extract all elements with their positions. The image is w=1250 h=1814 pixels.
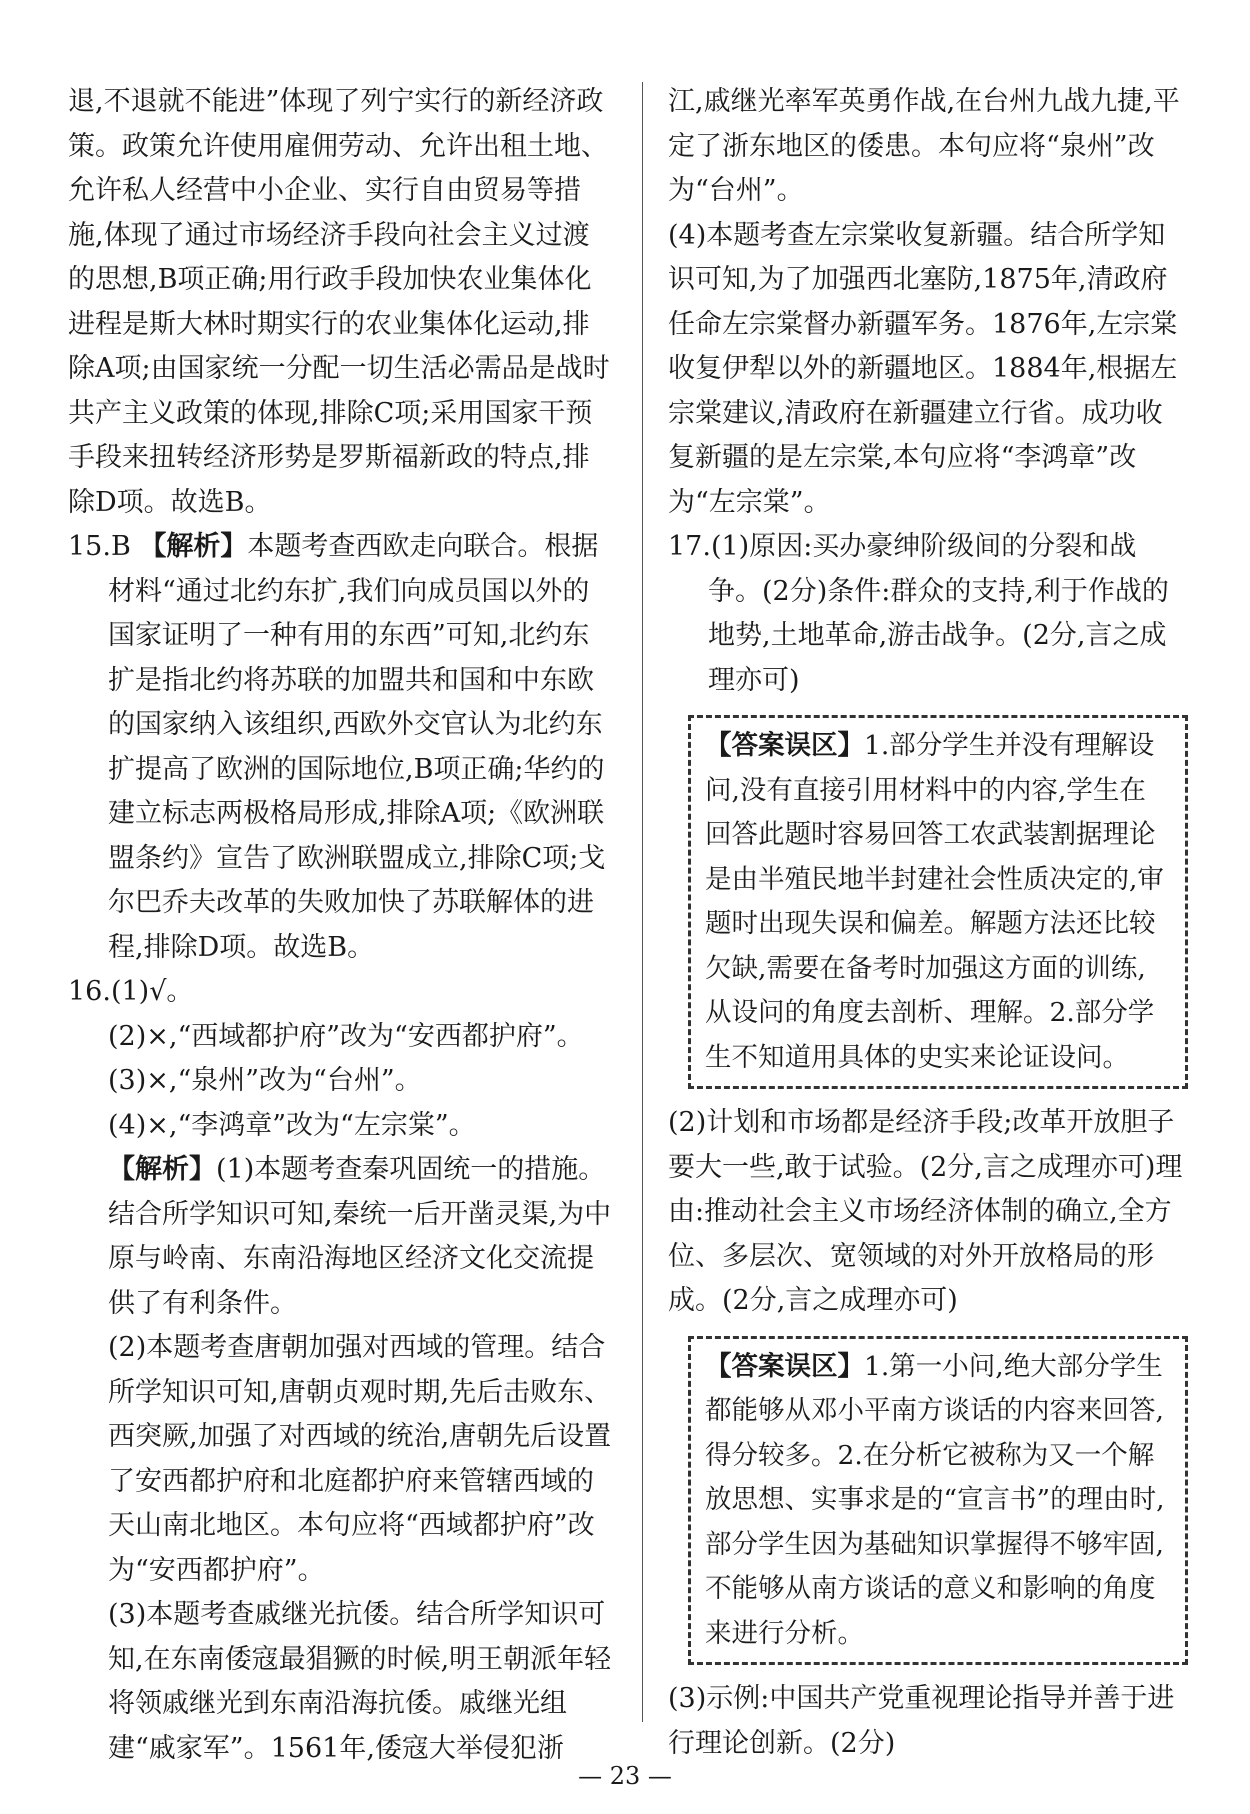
q15-analysis-tag: 【解析】 [139, 531, 248, 562]
right-column [668, 80, 1188, 1766]
q17-answer-2: (2)计划和市场都是经济手段;改革开放胆子要大一些,敢于试验。(2分,言之成理亦可)理由:推动社会主义市场经济体制的确立,全方位、多层次、宽领域的对外开放格局的形成。(2分,言之成理亦可) [668, 1107, 1183, 1316]
q15-analysis-text: 本题考查西欧走向联合。根据材料“通过北约东扩,我们向成员国以外的国家证明了一种有用的东西”可知,北约东扩是指北约将苏联的加盟共和国和中东欧的国家纳入该组织,西欧外交官认为北约东扩提高了欧洲的国际地位,B项正确;华约的建立标志两极格局形成,排除A项;《欧洲联盟条约》宣告了欧洲联盟成立,排除C项;戈尔巴乔夫改革的失败加快了苏联解体的进程,排除D项。故选B。 [108, 531, 606, 963]
q16-answer-3: (3)×,“泉州”改为“台州”。 [108, 1065, 422, 1096]
left-column [68, 80, 616, 1771]
q17-answer-1: 17.(1)原因:买办豪绅阶级间的分裂和战争。(2分)条件:群众的支持,利于作战的地势,土地革命,游击战争。(2分,言之成理亦可) [668, 531, 1169, 696]
q16-explanation-3: (3)本题考查戚继光抗倭。结合所学知识可知,在东南倭寇最猖獗的时候,明王朝派年轻将领戚继光到东南沿海抗倭。戚继光组建“戚家军”。1561年,倭寇大举侵犯浙 [108, 1599, 612, 1764]
answer-pitfall-box-1 [688, 715, 1188, 1089]
q16-analysis-tag: 【解析】 [108, 1154, 216, 1185]
q15-number: 15.B [68, 531, 131, 562]
q16-answer-2: (2)×,“西域都护府”改为“安西都护府”。 [108, 1020, 584, 1052]
q16-explanation-4: (4)本题考查左宗棠收复新疆。结合所学知识可知,为了加强西北塞防,1875年,清政府任命左宗棠督办新疆军务。1876年,左宗棠收复伊犁以外的新疆地区。1884年,根据左宗棠建议,清政府在新疆建立行省。成功收复新疆的是左宗棠,本句应将“李鸿章”改为“左宗棠”。 [668, 219, 1178, 518]
pitfall-tag: 【答案误区】 [705, 730, 864, 761]
pitfall-tag: 【答案误区】 [705, 1350, 864, 1382]
q16-number: 16. [68, 976, 111, 1007]
q17-answer-3: (3)示例:中国共产党重视理论指导并善于进行理论创新。(2分) [668, 1683, 1175, 1759]
q17-number: 17. [668, 531, 711, 562]
pitfall-text: 1.第一小问,绝大部分学生都能够从邓小平南方谈话的内容来回答,得分较多。2.在分析它被称为又一个解放思想、实事求是的“宣言书”的理由时,部分学生因为基础知识掌握得不够牢固,不能够从南方谈话的意义和影响的角度来进行分析。 [705, 1350, 1165, 1649]
q15-block [68, 525, 616, 970]
q16-explanation-2: (2)本题考查唐朝加强对西域的管理。结合所学知识可知,唐朝贞观时期,先后击败东、西突厥,加强了对西域的统治,唐朝先后设置了安西都护府和北庭都护府来管辖西域的天山南北地区。本句应将“西域都护府”改为“安西都护府”。 [108, 1332, 612, 1586]
column-divider [642, 82, 643, 1722]
q16-answer-4: (4)×,“李鸿章”改为“左宗棠”。 [108, 1109, 476, 1141]
q16-explanation-3-continued: 江,戚继光率军英勇作战,在台州九战九捷,平定了浙东地区的倭患。本句应将“泉州”改为“台州”。 [668, 86, 1180, 206]
q16-explanation-1: 【解析】(1)本题考查秦巩固统一的措施。结合所学知识可知,秦统一后开凿灵渠,为中原与岭南、东南沿海地区经济文化交流提供了有利条件。 [108, 1154, 612, 1319]
q16-answer-1: 16.(1)√。 [68, 976, 194, 1007]
q14-explanation-continued: 退,不退就不能进”体现了列宁实行的新经济政策。政策允许使用雇佣劳动、允许出租土地、允许私人经营中小企业、实行自由贸易等措施,体现了通过市场经济手段向社会主义过渡的思想,B项正确;用行政手段加快农业集体化进程是斯大林时期实行的农业集体化运动,排除A项;由国家统一分配一切生活必需品是战时共产主义政策的体现,排除C项;采用国家干预手段来扭转经济形势是罗斯福新政的特点,排除D项。故选B。 [68, 86, 610, 518]
answer-pitfall-box-2 [688, 1336, 1188, 1666]
pitfall-text: 1.部分学生并没有理解设问,没有直接引用材料中的内容,学生在回答此题时容易回答工农武装割据理论是由半殖民地半封建社会性质决定的,审题时出现失误和偏差。解题方法还比较欠缺,需要在备考时加强这方面的训练,从设问的角度去剖析、理解。2.部分学生不知道用具体的史实来论证设问。 [705, 730, 1164, 1073]
page-number: — 23 — [578, 1762, 672, 1790]
